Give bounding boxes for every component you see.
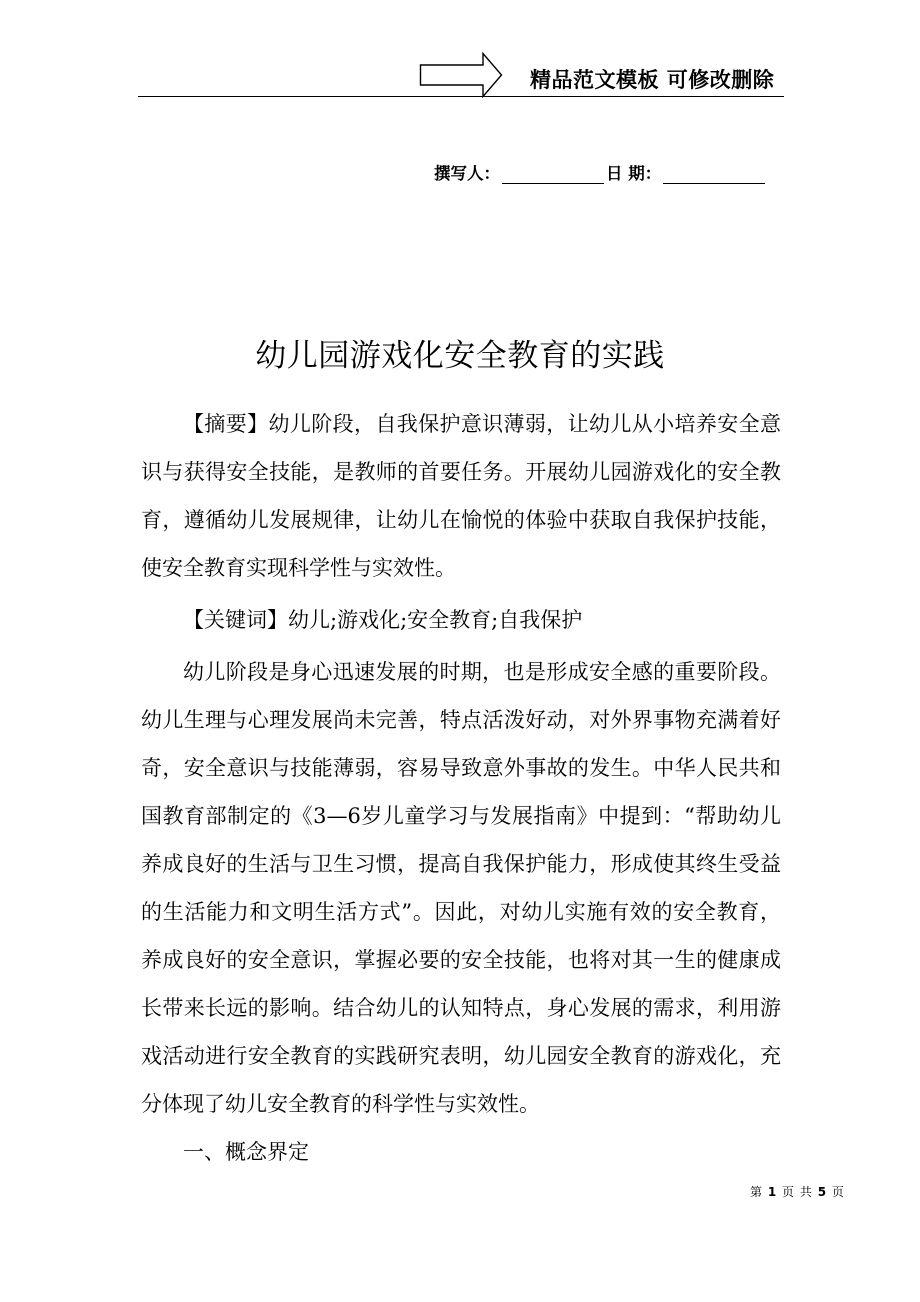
author-blank — [502, 164, 604, 184]
page-prefix: 第 — [750, 1185, 764, 1199]
page-current: 1 — [767, 1185, 778, 1199]
abstract-paragraph: 【摘要】幼儿阶段，自我保护意识薄弱，让幼儿从小培养安全意识与获得安全技能，是教师的首要任务。开展幼儿园游戏化的安全教育，遵循幼儿发展规律，让幼儿在愉悦的体验中获取自我保护技能，使安全教育实现科学性与实效性。 — [141, 412, 781, 580]
author-label: 撰写人： — [434, 164, 500, 183]
page-number — [750, 1183, 845, 1200]
page-middle: 页 共 — [782, 1185, 813, 1199]
page-total: 5 — [817, 1185, 828, 1199]
right-arrow-icon — [419, 52, 503, 98]
body-paragraph: 幼儿阶段是身心迅速发展的时期，也是形成安全感的重要阶段。幼儿生理与心理发展尚未完善，特点活泼好动，对外界事物充满着好奇，安全意识与技能薄弱，容易导致意外事故的发生。中华人民共和国教育部制定的《3—6岁儿童学习与发展指南》中提到：“帮助幼儿养成良好的生活与卫生习惯，提高自我保护能力，形成使其终生受益的生活能力和文明生活方式”。因此，对幼儿实施有效的安全教育，养成良好的安全意识，掌握必要的安全技能，也将对其一生的健康成长带来长远的影响。结合幼儿的认知特点，身心发展的需求，利用游戏活动进行安全教育的实践研究表明，幼儿园安全教育的游戏化，充分体现了幼儿安全教育的科学性与实效性。 — [141, 660, 781, 1116]
keywords-paragraph: 【关键词】幼儿;游戏化;安全教育;自我保护 — [183, 608, 583, 632]
meta-line — [434, 160, 767, 184]
page-suffix: 页 — [831, 1185, 845, 1199]
header-divider — [138, 96, 784, 97]
date-label: 日 期： — [606, 164, 662, 183]
section-heading: 一、概念界定 — [183, 1140, 309, 1164]
document-body — [141, 400, 781, 1180]
document-title: 幼儿园游戏化安全教育的实践 — [255, 338, 665, 374]
template-banner: 精品范文模板 可修改删除 — [530, 68, 775, 92]
date-blank — [663, 164, 765, 184]
